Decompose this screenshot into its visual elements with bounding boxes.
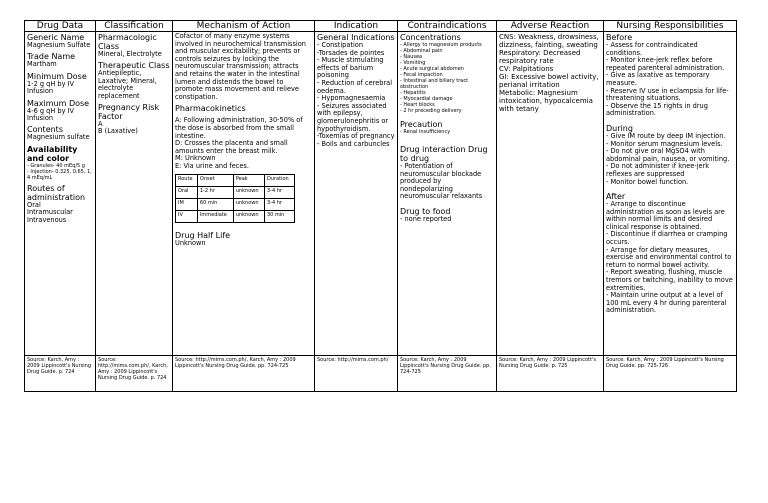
therapeutic-class-value: Antiepileptic, Laxative; Mineral, electrolyte replacement bbox=[98, 69, 157, 100]
max-dose-value: 4-6 g qH by IV Infusion bbox=[27, 106, 75, 123]
kinetics-row bbox=[176, 210, 295, 222]
before-item: - Reserve IV use in eclampsia for life-threatening situations. bbox=[606, 86, 729, 103]
after-item: - Arrange to discontinue administration as soon as levels are within normal limits and desired clinical response is obtained. bbox=[606, 200, 725, 231]
trade-name-label: Trade Name bbox=[27, 52, 76, 62]
contraindication-item: - Heart blocks bbox=[400, 102, 435, 108]
during-item: - Monitor bowel function. bbox=[606, 177, 689, 186]
pk-metabolism: M: Unknown bbox=[175, 154, 216, 163]
indication-item: - Reduction of cerebral oedema. bbox=[317, 78, 393, 95]
min-dose-label: Minimum Dose bbox=[27, 71, 87, 81]
source-cell: Source: http://mims.com.ph/ bbox=[315, 356, 398, 392]
source-cell: Source: Karch, Amy : 2009 Lippincott's Nursing Drug Guide. pp. 724-725 bbox=[398, 356, 497, 392]
header-classification: Classification bbox=[96, 21, 173, 32]
header-contraindications: Contraindications bbox=[398, 21, 497, 32]
contraindication-item: - Vomiting bbox=[400, 60, 426, 66]
after-item: - Report sweating, flushing, muscle tremors or twitching, inability to move extremities. bbox=[606, 268, 733, 292]
route-item: Intravenous bbox=[27, 215, 67, 224]
during-item: - Do not administer if knee-jerk reflexes are suppressed bbox=[606, 162, 710, 178]
pharmacologic-class-label: Pharmacologic Class bbox=[98, 33, 157, 51]
availability-injection: - Injection- 0.325, 0.65, 1, 4 mEq/mL bbox=[27, 168, 92, 181]
during-label: During bbox=[606, 123, 633, 133]
before-item: - Observe the 15 rights in drug administration. bbox=[606, 101, 708, 118]
route-item: Oral bbox=[27, 200, 41, 209]
mechanism-text: Cofactor of many enzyme systems involved in neurochemical transmission and muscular excitability; prevents or controls seizures by locking the neuromuscular transmission; attracts and retains the water in the intestinal lumen and distends the bowel to promote mass movement and relieve constipation. bbox=[175, 32, 306, 101]
before-label: Before bbox=[606, 33, 633, 42]
route-item: Intramuscular bbox=[27, 208, 73, 217]
before-item: - Assess for contraindicated conditions. bbox=[606, 41, 698, 57]
availability-label: Availability and color bbox=[27, 144, 78, 163]
drug-to-food-label: Drug to food bbox=[400, 206, 451, 216]
indication-item: - Seizures associated with epilepsy, glomerulonephritis or hypothyroidism. bbox=[317, 101, 389, 133]
source-cell: Source: Karch, Amy : 2009 Lippincott's Nursing Drug Guide. pp. 725-726 bbox=[604, 356, 737, 392]
half-life-value: Unknown bbox=[175, 238, 206, 247]
kinetics-header: Onset bbox=[197, 174, 233, 186]
kinetics-table bbox=[175, 174, 295, 223]
kinetics-cell: 3-4 hr bbox=[264, 186, 294, 198]
content-row bbox=[25, 32, 737, 356]
source-cell: Source: http://mims.com.ph/, Karch, Amy : 2009 Lippincott's Nursing Drug Guide. p. 724 bbox=[96, 356, 173, 392]
general-indications-label: General Indications bbox=[317, 33, 395, 42]
source-cell: Source: Karch, Amy : 2009 Lippincott's Nursing Drug Guide. p. 725 bbox=[497, 356, 604, 392]
during-item: - Give IM route by deep IM injection. bbox=[606, 131, 726, 140]
header-indication: Indication bbox=[315, 21, 398, 32]
pregnancy-risk-label: Pregnancy Risk Factor bbox=[98, 103, 160, 122]
classification-cell bbox=[96, 32, 173, 356]
header-mechanism: Mechanism of Action bbox=[173, 21, 315, 32]
contraindication-item: - Myocardial damage bbox=[400, 96, 453, 102]
contraindication-item: - Hepatitis bbox=[400, 90, 426, 96]
precaution-item: - Renal insufficiency bbox=[400, 129, 451, 135]
half-life-label: Drug Half Life bbox=[175, 230, 231, 240]
generic-name-label: Generic Name bbox=[27, 33, 85, 42]
adverse-item: GI: Excessive bowel activity, perianal irritation bbox=[499, 73, 599, 89]
contents-label: Contents bbox=[27, 125, 63, 135]
indication-item: - Constipation bbox=[317, 41, 364, 49]
mechanism-cell bbox=[173, 32, 315, 356]
during-item: - Do not give oral MgSO4 with abdominal pain, nausea, or vomiting. bbox=[606, 147, 730, 163]
drug-to-food-text: - none reported bbox=[400, 214, 452, 223]
indication-item: -Torsades de pointes bbox=[317, 48, 385, 57]
indication-item: - Hypomagnesaemia bbox=[317, 94, 386, 103]
contraindication-item: - Intestinal and biliary tract obstruction bbox=[400, 78, 469, 90]
kinetics-cell: IV bbox=[176, 210, 198, 222]
after-item: - Arrange for dietary measures, exercise and environmental control to return to normal bowel activity. bbox=[606, 245, 732, 269]
indication-item: - Muscle stimulating effects of barium poisoning bbox=[317, 56, 384, 80]
after-item: - Discontinue if diarrhea or cramping occurs. bbox=[606, 230, 728, 247]
adverse-item: Metabolic: Magnesium intoxication, hypocalcemia with tetany bbox=[499, 89, 593, 113]
kinetics-cell: 1-2 hr bbox=[197, 186, 233, 198]
pharmacokinetics-label: Pharmacokinetics bbox=[175, 104, 246, 114]
source-row bbox=[25, 356, 737, 392]
kinetics-cell: unknown bbox=[233, 210, 264, 222]
adverse-item: CNS: Weakness, drowsiness, dizziness, fainting, sweating bbox=[499, 33, 599, 49]
after-item: - Maintain urine output at a level of 100 mL every 4 hr during parenteral administration. bbox=[606, 291, 727, 315]
pk-distribution: D: Crosses the placenta and small amounts enter the breast milk. bbox=[175, 139, 288, 155]
contraindication-item: - Abdominal pain bbox=[400, 48, 443, 54]
kinetics-cell: 30 min bbox=[264, 210, 294, 222]
kinetics-row bbox=[176, 186, 295, 198]
kinetics-header: Duration bbox=[264, 174, 294, 186]
indication-cell bbox=[315, 32, 398, 356]
max-dose-label: Maximum Dose bbox=[27, 98, 90, 108]
kinetics-cell: Oral bbox=[176, 186, 198, 198]
indication-item: -Toxemias of pregnancy bbox=[317, 132, 395, 141]
kinetics-header: Peak bbox=[233, 174, 264, 186]
kinetics-cell: IM bbox=[176, 198, 198, 210]
pregnancy-risk-value: A bbox=[98, 120, 103, 129]
kinetics-cell: 60 min bbox=[197, 198, 233, 210]
drug-interaction-text: - Potentiation of neuromuscular blockade produced by nondepolarizing neuromuscular relaxants bbox=[400, 162, 483, 201]
after-label: After bbox=[606, 192, 626, 202]
kinetics-header: Route bbox=[176, 174, 198, 186]
pharmacologic-class-value: Mineral, Electrolyte bbox=[98, 50, 162, 58]
contraindication-item: - Allergy to magnesium products bbox=[400, 42, 482, 48]
header-nursing-responsibilities: Nursing Responsibilities bbox=[604, 21, 737, 32]
contraindication-item: - Fecal impaction bbox=[400, 72, 443, 78]
pk-excretion: E: Via urine and feces. bbox=[175, 161, 249, 170]
precaution-label: Precaution bbox=[400, 120, 443, 129]
contraindication-item: - Nausea bbox=[400, 54, 423, 60]
before-item: - Give as laxative as temporary measure. bbox=[606, 71, 710, 87]
source-cell: Source: Karch, Amy : 2009 Lippincott's Nursing Drug Guide. p. 724 bbox=[25, 356, 96, 392]
nursing-cell bbox=[604, 32, 737, 356]
adverse-reaction-cell bbox=[497, 32, 604, 356]
contraindications-cell bbox=[398, 32, 497, 356]
adverse-item: Respiratory: Decreased respiratory rate bbox=[499, 49, 581, 65]
kinetics-header-row bbox=[176, 174, 295, 186]
indication-item: - Boils and carbuncles bbox=[317, 139, 390, 148]
kinetics-cell: 3-4 hr bbox=[264, 198, 294, 210]
routes-label: Routes of administration bbox=[27, 183, 86, 202]
adverse-item: CV: Palpitations bbox=[499, 65, 554, 73]
during-item: - Monitor serum magnesium levels. bbox=[606, 139, 723, 148]
generic-name-value: Magnesium Sulfate bbox=[27, 41, 91, 49]
header-row bbox=[25, 21, 737, 32]
contraindication-item: - 2 hr preceding delivery bbox=[400, 108, 462, 114]
header-drug-data: Drug Data bbox=[25, 21, 96, 32]
kinetics-cell: unknown bbox=[233, 186, 264, 198]
before-item: - Monitor knee-jerk reflex before repeated parenteral administration. bbox=[606, 56, 725, 72]
source-cell: Source: http://mims.com.ph/, Karch, Amy : 2009 Lippincott's Nursing Drug Guide. pp. 724-725 bbox=[173, 356, 315, 392]
min-dose-value: 1-2 g qH by IV Infusion bbox=[27, 79, 75, 96]
drug-interaction-label: Drug interaction Drug to drug bbox=[400, 145, 488, 163]
pk-absorption: A: Following administration, 30-50% of the dose is absorbed from the small intestine. bbox=[175, 116, 303, 140]
pregnancy-risk-value: B (Laxative) bbox=[98, 127, 138, 136]
kinetics-row bbox=[176, 198, 295, 210]
drug-study-table bbox=[24, 20, 737, 392]
contraindication-item: - Acute surgical abdomen bbox=[400, 66, 464, 72]
availability-granules: - Granules- 40 mEq/5 g bbox=[27, 162, 85, 169]
concentrations-label: Concentrations bbox=[400, 33, 461, 42]
kinetics-cell: unknown bbox=[233, 198, 264, 210]
trade-name-value: Martham bbox=[27, 60, 57, 69]
drug-data-cell bbox=[25, 32, 96, 356]
header-adverse-reaction: Adverse Reaction bbox=[497, 21, 604, 32]
kinetics-cell: Immediate bbox=[197, 210, 233, 222]
therapeutic-class-label: Therapeutic Class bbox=[98, 61, 170, 71]
contents-value: Magnesium sulfate bbox=[27, 133, 90, 142]
